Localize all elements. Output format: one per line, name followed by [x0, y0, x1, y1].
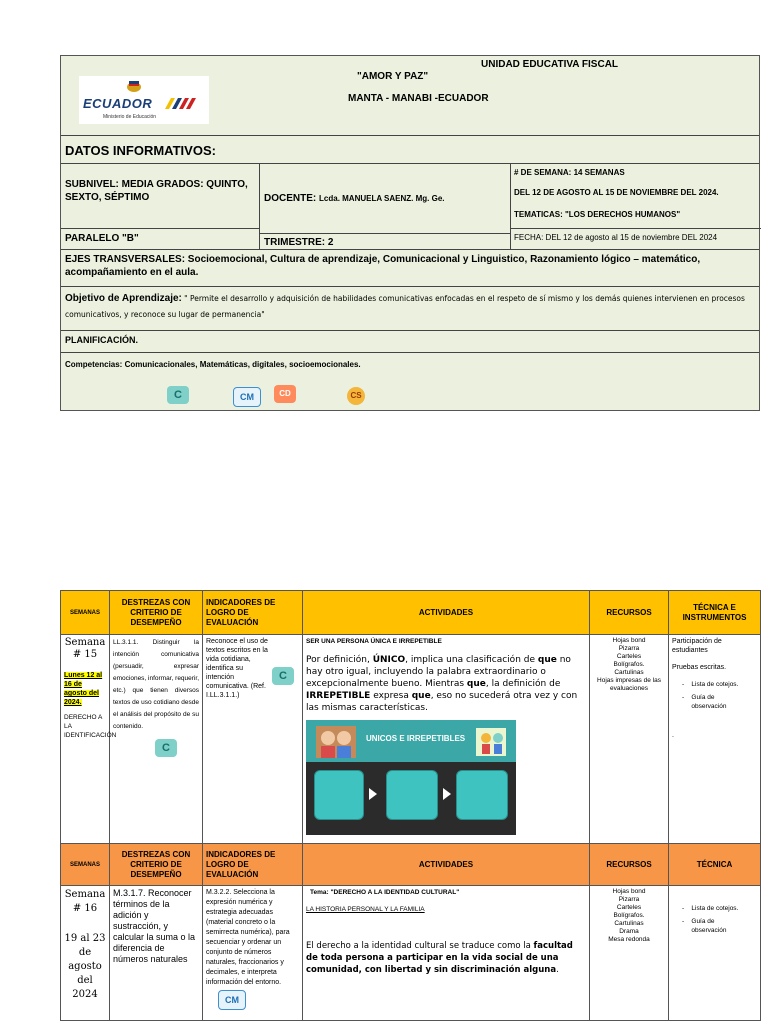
header-indicadores: INDICADORES DE LOGRO DE EVALUACIÓN: [203, 591, 303, 635]
school-name: UNIDAD EDUCATIVA FISCAL: [481, 59, 619, 70]
datos-title: DATOS INFORMATIVOS:: [65, 143, 216, 158]
competencias: Competencias: Comunicacionales, Matemáticas, digitales, socioemocionales.: [65, 360, 361, 369]
header-semanas: SEMANAS: [61, 844, 110, 886]
semana-label: Semana # 15: [64, 637, 106, 660]
fecha: FECHA: DEL 12 de agosto al 15 de noviembre DEL 2024: [514, 233, 718, 242]
logo-subtitle: Ministerio de Educación: [103, 114, 157, 120]
recurso-item: Cartulinas: [614, 920, 644, 927]
instrumento-item: - Lista de cotejos.: [682, 905, 739, 912]
activity-subtopic: LA HISTORIA PERSONAL Y LA FAMILIA: [306, 906, 425, 913]
header-tecnica: TÉCNICA E INSTRUMENTOS: [669, 591, 761, 635]
activity-unico: ÚNICO: [372, 655, 406, 665]
competencia-c-icon: C: [155, 739, 177, 757]
instrumento-item: - Guía de observación: [672, 917, 757, 935]
activity-text-2: , implica una clasificación de: [405, 655, 538, 665]
people-illustration-icon: [474, 726, 508, 758]
indicador-cell: [203, 635, 303, 844]
planificacion: PLANIFICACIÓN.: [65, 335, 138, 345]
tecnica-item: Pruebas escritas.: [672, 664, 727, 671]
indicador-text: M.3.2.2. Selecciona la expresión numérica y estrategia adecuadas (material concreto o la semirrecta numérica), para secuenciar y ordenar un conjunto de números naturales, fraccionarios y decimales, e interpreta información del entorno.: [206, 889, 290, 986]
competencia-c-icon: C: [272, 667, 294, 685]
activity-que-1: que: [537, 655, 557, 665]
competencia-cd-icon: CD: [274, 385, 296, 403]
arrow-icon: [443, 788, 451, 800]
activity-text-1: Por definición,: [306, 655, 373, 665]
instrumento-label: Lista de cotejos.: [691, 905, 739, 912]
ejes-transversales: EJES TRANSVERSALES: Socioemocional, Cultura de aprendizaje, Comunicacional y Linguistico, Razonamiento lógico – matemático, acompañamiento en el aula.: [65, 254, 701, 278]
competencia-cm-icon: CM: [218, 990, 246, 1010]
slide-box-1: [314, 770, 364, 820]
slide-box-2: [386, 770, 438, 820]
recurso-item: Bolígrafos.: [613, 912, 645, 919]
instrumento-label: Guía de observación: [691, 694, 727, 710]
recurso-item: Hojas bond: [612, 637, 646, 644]
header-indicadores: INDICADORES DE LOGRO DE EVALUACIÓN: [203, 844, 303, 886]
flag-stripes-icon: [161, 98, 197, 109]
header-semanas: SEMANAS: [61, 591, 110, 635]
week-date: Lunes 12 al 16 de agosto del 2024.: [64, 672, 103, 706]
activity-text-bold: facultad de toda persona a participar en la vida social de una comunidad, con libertad y sin discriminación alguna: [306, 941, 573, 975]
ministry-logo: [79, 76, 209, 124]
slide-title: UNICOS E IRREPETIBLES: [366, 734, 466, 743]
activity-slide-image: [306, 720, 516, 835]
header-destrezas: DESTREZAS CON CRITERIO DE DESEMPEÑO: [110, 591, 203, 635]
destreza-cell: [110, 886, 203, 1021]
paralelo: PARALELO "B": [65, 233, 139, 244]
school-location: MANTA - MANABI -ECUADOR: [348, 93, 489, 104]
children-photo-icon: [316, 726, 356, 758]
recurso-item: Carteles: [616, 904, 642, 911]
instrumento-item: - Lista de cotejos.: [682, 681, 739, 688]
subnivel: SUBNIVEL: MEDIA GRADOS: QUINTO, SEXTO, SÉPTIMO: [65, 179, 248, 203]
destreza-cell: [110, 635, 203, 844]
planning-table-week-16: [60, 843, 761, 1021]
objetivo-text: " Permite el desarrollo y adquisición de habilidades comunicativas enfocadas en el respeto de sí mismo y los demás quienes intervienen en procesos comunicativos, y reconoce su lugar de permanencia": [65, 294, 745, 319]
header-destrezas: DESTREZAS CON CRITERIO DE DESEMPEÑO: [110, 844, 203, 886]
activity-text-5: expresa: [370, 691, 412, 701]
trimestre: TRIMESTRE: 2: [264, 237, 334, 248]
destreza-text: LL.3.1.1. Distinguir la intención comunicativa (persuadir, expresar emociones, informar, requerir, etc.) que tienen diversos textos de uso cotidiano desde el análisis del propósito de su contenido.: [113, 639, 200, 730]
instrumento-label: Guía de observación: [691, 918, 727, 934]
activity-text-2: .: [556, 965, 559, 975]
recurso-item: Drama: [619, 928, 639, 935]
recurso-item: Hojas bond: [612, 888, 646, 895]
recurso-item: Pizarra: [618, 645, 640, 652]
dot: .: [672, 732, 674, 739]
slide-box-3: [456, 770, 508, 820]
tecnica-cell: [669, 886, 761, 1021]
school-motto: "AMOR Y PAZ": [357, 71, 429, 82]
activity-title: SER UNA PERSONA ÚNICA E IRREPETIBLE: [306, 638, 442, 645]
coat-of-arms-icon: [123, 79, 145, 93]
arrow-icon: [369, 788, 377, 800]
activity-text-3: no hay otro igual, incluyendo la palabra extraordinario o excepcionalmente bueno. Mientras: [306, 655, 571, 689]
semana-cell: [61, 635, 117, 844]
header-recursos: RECURSOS: [590, 591, 669, 635]
header-tecnica: TÉCNICA: [669, 844, 761, 886]
recurso-item: Hojas impresas de las evaluaciones: [597, 677, 661, 692]
semana-label: Semana # 16: [64, 889, 106, 914]
recurso-item: Carteles: [616, 653, 642, 660]
competencia-cs-icon: CS: [347, 387, 365, 405]
recurso-item: Mesa redonda: [608, 936, 650, 943]
slide-header: [306, 720, 516, 762]
recurso-item: Bolígrafos.: [613, 661, 645, 668]
tecnica-item: Participación de estudiantes: [672, 638, 722, 654]
tecnica-cell: [669, 635, 761, 844]
competencia-c-icon: C: [167, 386, 189, 404]
activity-text-4: , la definición de: [485, 679, 561, 689]
indicador-text: Reconoce el uso de textos escritos en la vida cotidiana, identifica su intención comunicativa. (Ref. I.LL.3.1.1.): [206, 638, 268, 699]
semana-count: # DE SEMANA: 14 SEMANAS: [514, 168, 625, 177]
semana-cell: [61, 886, 110, 1021]
activity-text: [306, 940, 586, 976]
header-actividades: ACTIVIDADES: [303, 844, 590, 886]
date-range: DEL 12 DE AGOSTO AL 15 DE NOVIEMBRE DEL 2024.: [514, 188, 719, 197]
actividades-cell: [303, 886, 590, 1021]
docente-value: Lcda. MANUELA SAENZ. Mg. Ge.: [319, 194, 445, 203]
actividades-cell: [303, 635, 590, 844]
instrumento-item: - Guía de observación: [672, 693, 757, 711]
planning-table-week-15: [60, 590, 761, 844]
header-block: [60, 55, 760, 411]
indicador-cell: [203, 886, 303, 1021]
instrumento-label: Lista de cotejos.: [691, 681, 739, 688]
logo-text: ECUADOR: [83, 96, 153, 111]
week-topic: DERECHO A LA IDENTIFICACIÓN: [64, 714, 117, 739]
tematicas: TEMATICAS: "LOS DERECHOS HUMANOS": [514, 210, 681, 219]
activity-que-3: que: [411, 691, 431, 701]
activity-text: [306, 654, 586, 714]
recurso-item: Cartulinas: [614, 669, 644, 676]
recurso-item: Pizarra: [618, 896, 640, 903]
header-actividades: ACTIVIDADES: [303, 591, 590, 635]
activity-text-1: El derecho a la identidad cultural se traduce como la: [306, 941, 534, 951]
docente-label: DOCENTE:: [264, 193, 317, 204]
recursos-cell: [590, 635, 669, 844]
activity-topic: Tema: "DERECHO A LA IDENTIDAD CULTURAL": [310, 889, 460, 896]
activity-text-6: , eso no sucederá otra vez y con las mismas características.: [306, 691, 578, 713]
activity-irrepetible: IRREPETIBLE: [306, 691, 371, 701]
docente: [264, 192, 445, 205]
destreza-text: M.3.1.7. Reconocer términos de la adición y sustracción, y calcular la suma o la diferencia de números naturales: [113, 888, 196, 964]
competencia-cm-icon: CM: [233, 387, 261, 407]
recursos-cell: [590, 886, 669, 1021]
header-recursos: RECURSOS: [590, 844, 669, 886]
objetivo: [65, 291, 757, 323]
activity-que-2: que: [466, 679, 486, 689]
week-date: 19 al 23 de agosto del 2024: [64, 933, 106, 1000]
objetivo-label: Objetivo de Aprendizaje:: [65, 293, 182, 304]
